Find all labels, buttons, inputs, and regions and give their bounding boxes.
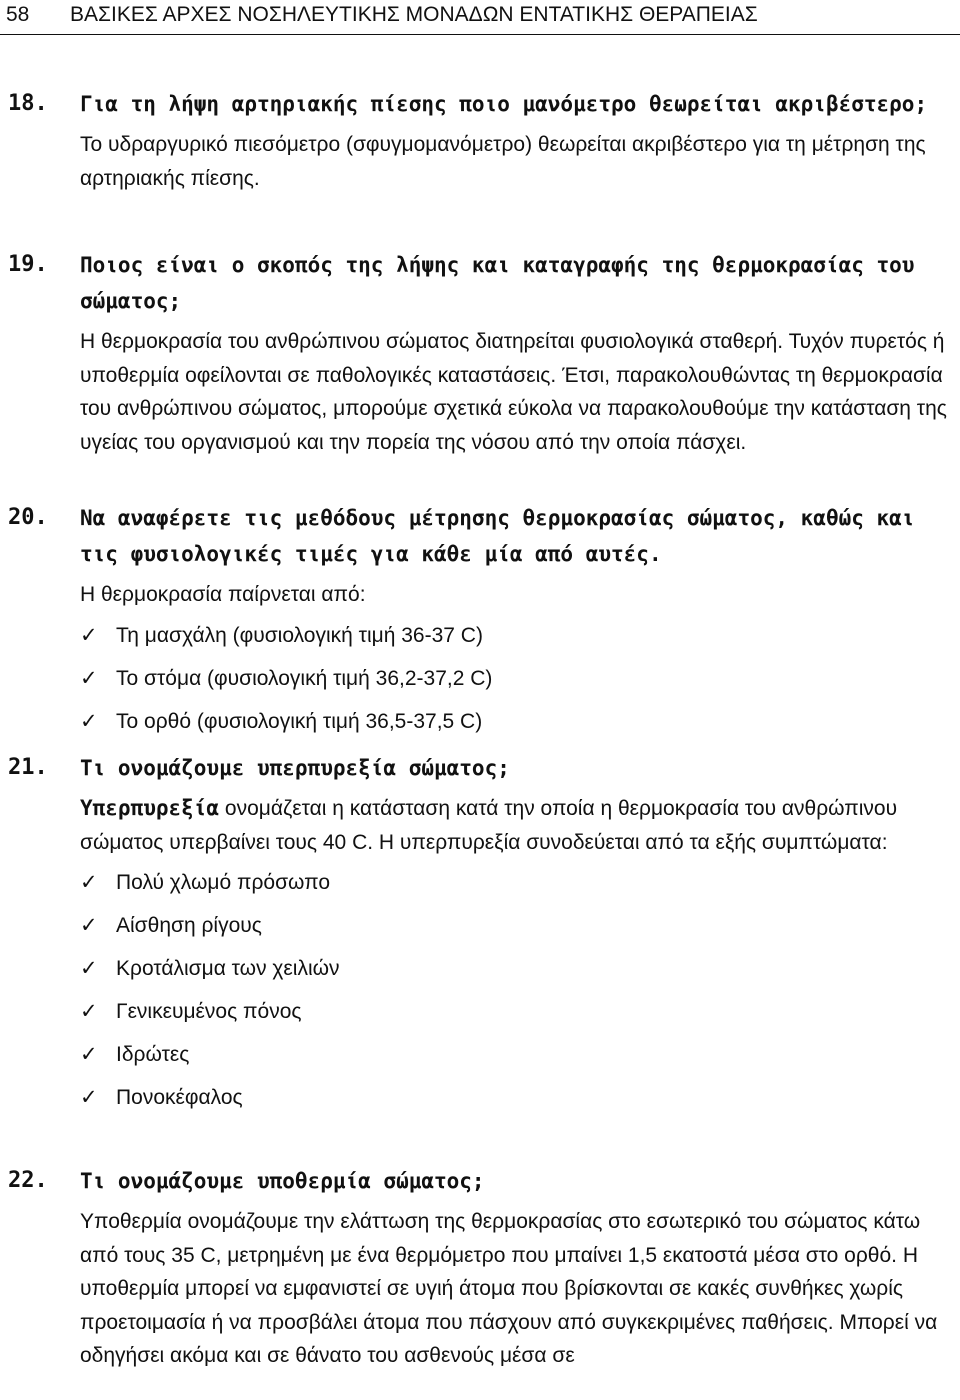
answer-intro: Η θερμοκρασία παίρνεται από: xyxy=(80,583,366,606)
checkmark-icon: ✓ xyxy=(80,708,98,733)
list-item xyxy=(0,657,960,700)
qa-block-21 xyxy=(0,750,960,1119)
list-item xyxy=(0,904,960,947)
checkmark-icon: ✓ xyxy=(80,913,98,937)
list-item xyxy=(0,861,960,904)
checkmark-icon: ✓ xyxy=(80,1085,98,1109)
qa-block-18 xyxy=(0,86,960,195)
defined-term: Υπερπυρεξία xyxy=(80,796,220,820)
question-text: Ποιος είναι ο σκοπός της λήψης και καταγραφής της θερμοκρασίας του σώματος; xyxy=(80,253,915,313)
symptoms-list xyxy=(0,861,960,1119)
checkmark-icon: ✓ xyxy=(80,622,98,647)
checkmark-icon: ✓ xyxy=(80,999,98,1023)
list-item xyxy=(0,614,960,657)
list-item-text: Πολύ χλωμό πρόσωπο xyxy=(116,871,331,894)
qa-block-20 xyxy=(0,500,960,743)
qa-block-19 xyxy=(0,247,960,459)
question-text: Τι ονομάζουμε υπερπυρεξία σώματος; xyxy=(80,756,510,780)
list-item-text: Το στόμα (φυσιολογική τιμή 36,2-37,2 C) xyxy=(116,666,493,690)
list-item-text: Γενικευμένος πόνος xyxy=(116,1000,302,1023)
list-item xyxy=(0,700,960,743)
page-number: 58 xyxy=(6,3,30,26)
checkmark-icon: ✓ xyxy=(80,1042,98,1066)
question-text: Να αναφέρετε τις μεθόδους μέτρησης θερμοκρασίας σώματος, καθώς και τις φυσιολογικές τιμές για κάθε μία από αυτές. xyxy=(80,506,915,566)
question-number: 21. xyxy=(8,755,48,780)
answer-text: Υποθερμία ονομάζουμε την ελάττωση της θερμοκρασίας στο εσωτερικό του σώματος κάτω από τους 35 C, μετρημένη με ένα θερμόμετρο που μπαίνει 1,5 εκατοστά μέσα στο ορθό. Η υποθερμία μπορεί να εμφανιστεί σε υγιή άτομα που βρίσκονται σε κακές συνθήκες χωρίς προετοιμασία ή να προσβάλει άτομα που πάσχουν από συγκεκριμένες παθήσεις. Μπορεί να οδηγήσει ακόμα και σε θάνατο του ασθενούς μέσα σε xyxy=(80,1210,938,1367)
question-text: Για τη λήψη αρτηριακής πίεσης ποιο μανόμετρο θεωρείται ακριβέστερο; xyxy=(80,92,928,116)
list-item-text: Ιδρώτες xyxy=(116,1043,190,1066)
question-number: 22. xyxy=(8,1168,48,1193)
question-number: 18. xyxy=(8,91,48,116)
page-header xyxy=(0,0,960,35)
answer-text: Η θερμοκρασία του ανθρώπινου σώματος διατηρείται φυσιολογικά σταθερή. Τυχόν πυρετός ή υποθερμία οφείλονται σε παθολογικές καταστάσεις. Έτσι, παρακολουθώντας τη θερμοκρασία του ανθρώπινου σώματος, μπορούμε σχετικά εύκολα να παρακολουθούμε την κατάσταση της υγείας του οργανισμού και την πορεία της νόσου από την οποία πάσχει. xyxy=(80,330,947,454)
question-text: Τι ονομάζουμε υποθερμία σώματος; xyxy=(80,1169,485,1193)
list-item-text: Κροτάλισμα των χειλιών xyxy=(116,957,340,980)
list-item-text: Πονοκέφαλος xyxy=(116,1086,243,1109)
list-item xyxy=(0,947,960,990)
checkmark-icon: ✓ xyxy=(80,956,98,980)
measurement-methods-list xyxy=(0,614,960,743)
list-item-text: Τη μασχάλη (φυσιολογική τιμή 36-37 C) xyxy=(116,623,483,647)
definition-text: ονομάζεται η κατάσταση κατά την οποία η θερμοκρασία του ανθρώπινου σώματος υπερβαίνει τους 40 C. Η υπερπυρεξία συνοδεύεται από τα εξής συμπτώματα: xyxy=(80,797,898,854)
answer-text: Το υδραργυρικό πιεσόμετρο (σφυγμομανόμετρο) θεωρείται ακριβέστερο για τη μέτρηση της αρτηριακής πίεσης. xyxy=(80,133,926,190)
qa-block-22 xyxy=(0,1163,960,1373)
list-item-text: Αίσθηση ρίγους xyxy=(116,914,262,937)
checkmark-icon: ✓ xyxy=(80,870,98,894)
list-item xyxy=(0,1076,960,1119)
running-title: ΒΑΣΙΚΕΣ ΑΡΧΕΣ ΝΟΣΗΛΕΥΤΙΚΗΣ ΜΟΝΑΔΩΝ ΕΝΤΑΤΙΚΗΣ ΘΕΡΑΠΕΙΑΣ xyxy=(70,3,758,26)
question-number: 19. xyxy=(8,252,48,277)
answer-text xyxy=(80,792,952,859)
list-item-text: Το ορθό (φυσιολογική τιμή 36,5-37,5 C) xyxy=(116,709,483,733)
list-item xyxy=(0,990,960,1033)
question-number: 20. xyxy=(8,505,48,530)
list-item xyxy=(0,1033,960,1076)
checkmark-icon: ✓ xyxy=(80,665,98,690)
